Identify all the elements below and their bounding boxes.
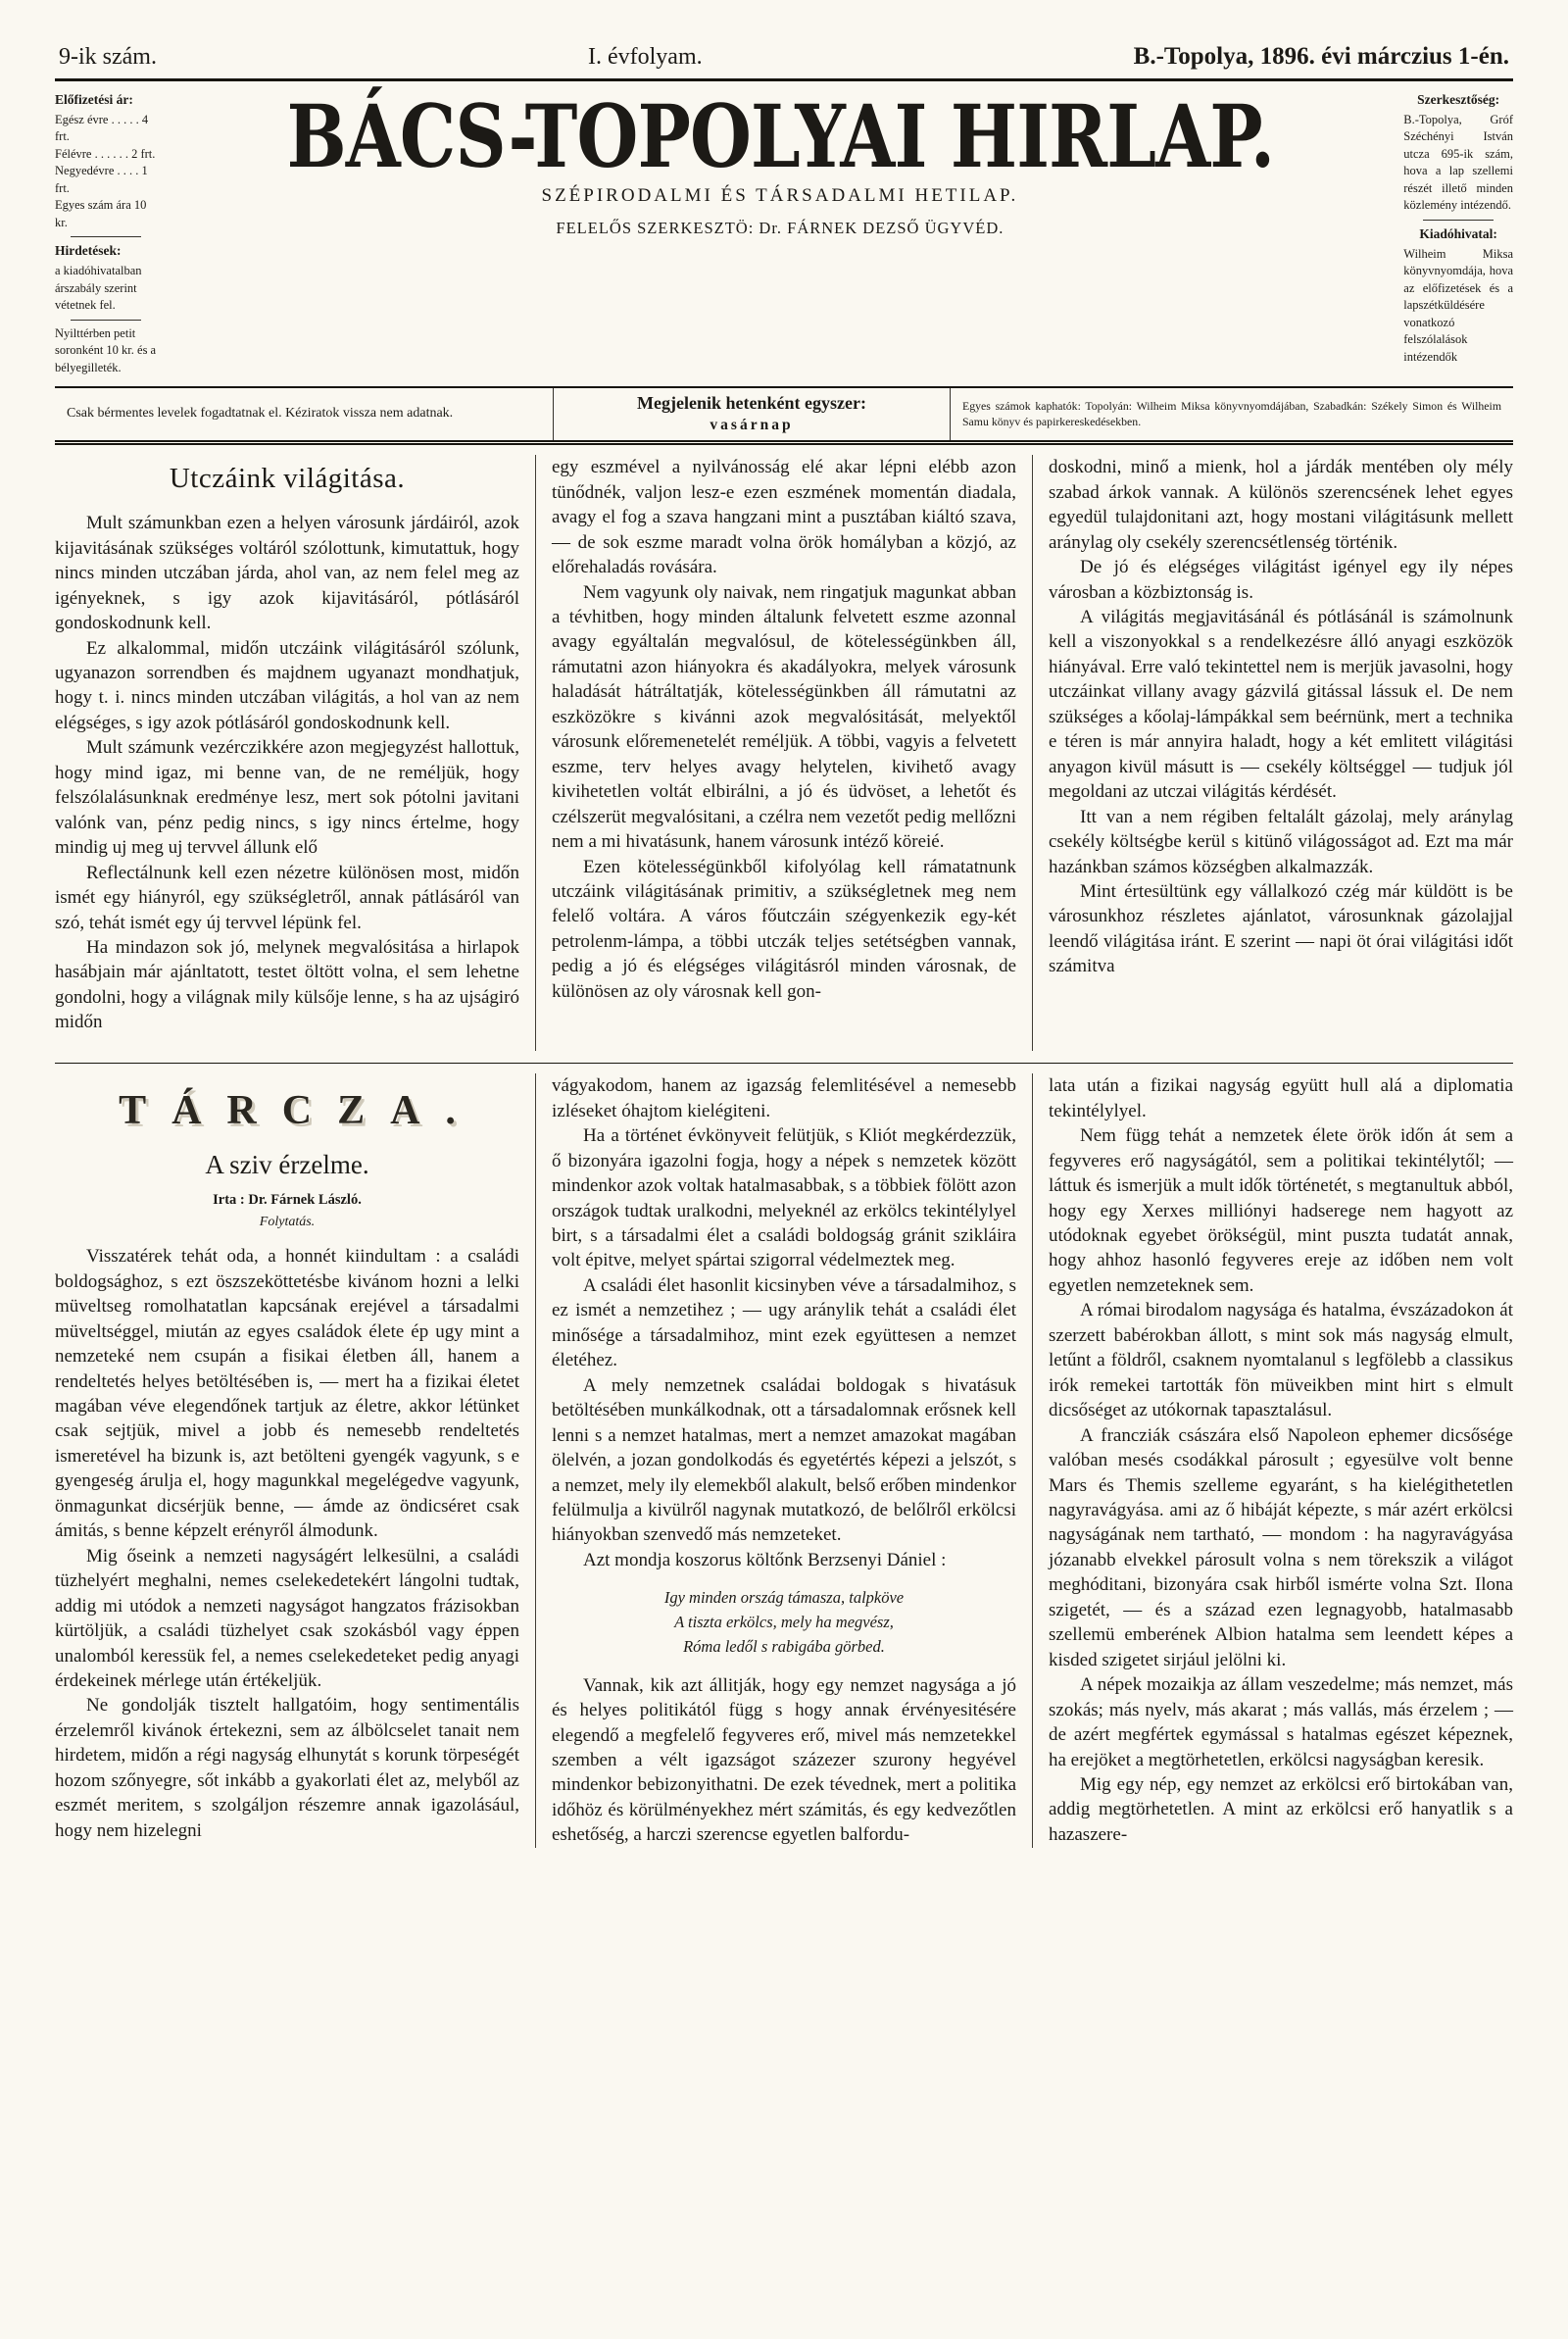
paragraph: Itt van a nem régiben feltalált gázolaj, mely aránylag csekély költségbe kerül s kitünő világosságot ad. Ezt ma már hazánkban számos községben alkalmazzák. (1049, 806, 1513, 877)
divider (71, 236, 141, 237)
paragraph: Róma ledől s rabigába görbed. (683, 1636, 885, 1656)
paragraph: Félévre . . . . . . 2 frt. (55, 146, 156, 161)
volume-label: I. évfolyam. (588, 44, 703, 70)
publisher-office-text: Wilheim Miksa könyvnyomdája, hova az előfizetések és a lapszétküldésére vonatkozó felszólalások intézendők (1403, 246, 1513, 364)
newspaper-title: BÁCS-TOPOLYAI HIRLAP. (286, 85, 1274, 187)
publication-frequency (554, 388, 950, 440)
paragraph: A tiszta erkölcs, mely ha megvész, (674, 1613, 894, 1632)
paragraph: Mult számunk vezérczikkére azon megjegyzést hallottuk, hogy mind igaz, mi benne van, de ne reméljük, hogy felszólalásunknak eredménye lesz, mert sok pótolni javitani valónk van, pénz pedig nincs, s igy nincs értelme, hogy mindig uj meg uj tervvel állunk elő (55, 737, 519, 859)
frequency-line2: vasárnap (710, 417, 794, 434)
single-copy-notice (950, 388, 1513, 440)
single-copy-notice-text: Egyes számok kaphatók: Topolyán: Wilheim Miksa könyvnyomdájában, Szabadkán: Székely Simon és Wilheim Samu könyv és papirkereskedésekben. (962, 398, 1501, 428)
feuilleton-section (55, 1064, 1513, 1847)
paragraph: A családi élet hasonlit kicsinyben véve a társadalmihoz, s ez ismét a nemzetihez ; — ugy aránylik tehát a családi élet minősége a társadalmihoz, mint ezek együttesen a nemzet életéhez. (552, 1274, 1016, 1371)
paragraph: Egyes szám ára 10 kr. (55, 198, 147, 229)
top-dateline-row (55, 43, 1513, 81)
paragraph: Visszatérek tehát oda, a honnét kiindultam : a családi boldogsághoz, s ezt öszszeköttetésbe kivánom hozni a lelki müveltseg romolhatatlan kapcsának erejével a társadalmi müveltséggel, miután az egyes családok élete ép ugy mint a nemzeteké nem csupán a fisikai életben áll, hanem a rendeltetés helyes betöltésében is, — mert ha a fizikai életet magában véve elegendőnek tartjuk az életre, akkor létünket csak sejtjük, mivel a jobb és nemesebb rendeltetés ismeretével ha bizunk is, azt betölteni gyengék vagyunk, s e gyengeség árulja el, hogy magunkkal megelégedve vagyunk, önmagunkat dicsérjük benne, — ámde az öndicséret csak ámitás, s benne képzelt erényről álmodunk. (55, 1246, 519, 1542)
lead-column-1 (55, 455, 519, 1051)
open-column-text (55, 325, 157, 377)
paragraph: doskodni, minő a mienk, hol a járdák mentében oly mély szabad árkok vannak. A különös szerencsének lehet egyes egyedül tulajdonitani azt, hogy mostani világitásunk mellett aránylag oly csekély szerencsétlenség történik. (1049, 457, 1513, 553)
paragraph: Igy minden ország támasza, talpköve (663, 1588, 905, 1608)
paragraph: Negyedévre . . . . 1 frt. (55, 164, 148, 195)
ads-heading: Hirdetések: (55, 243, 122, 259)
manuscript-notice (55, 388, 554, 440)
lead-article-section (55, 445, 1513, 1051)
feuilleton-column-1 (55, 1073, 519, 1847)
issue-number: 9-ik szám. (59, 44, 157, 70)
lead-column-3-text (1049, 455, 1513, 979)
paragraph: egy eszmével a nyilvánosság elé akar lépni elébb azon tünődnék, valjon lesz-e ezen eszmének momentán diadala, avagy el fog a szava hangzani mint a pusztában kiáltó szava, — de sok eszme maradt volna örök homályban a közjó, az előrehaladás rovására. (552, 457, 1016, 578)
frequency-line1: Megjelenik hetenként egyszer: (637, 393, 866, 414)
feuilleton-column-3-text (1049, 1073, 1513, 1847)
paragraph: A népek mozaikja az állam veszedelme; más nemzet, más szokás; más nyelv, más akarat ; más vallás, más érzelem ; — de azért megfértek egymással s hatalmas egészet képeznek, ha erejöket a megtörhetetlen, erkölcsi nagyságban keresik. (1049, 1674, 1513, 1770)
paragraph: Egész évre . . . . . 4 frt. (55, 112, 149, 144)
publisher-office-heading: Kiadóhivatal: (1419, 225, 1497, 241)
lead-column-2-text (552, 455, 1016, 1004)
paragraph: A mely nemzetnek családai boldogak s hivatásuk betöltésében munkálkodnak, ott a társadalomnak erősnek kell lenni s a nemzet hatalmas, mert a nemzet amazokat magában ölelvén, a jozan gondolkodás és egyetértés képezi a jelszót, s a nemzet, mely ily elemekből alakult, belső erőben mindenkor felülmulja a kivülről nagynak mutatkozó, de belőlről erkölcsi hiányokban szenvedő más nemzeteket. (552, 1374, 1016, 1546)
column-divider (535, 455, 536, 1051)
feuilleton-article-title: A sziv érzelme. (205, 1150, 369, 1180)
lead-article-title: Utczáink világitása. (169, 463, 406, 495)
ads-text (55, 263, 157, 315)
paragraph: Mult számunkban ezen a helyen városunk járdáiról, azok kijavitásának szükséges voltáról szólottunk, kimutattuk, hogy nincs minden utczában járda, ahol van, az nem felel meg az igényeknek, s igy azok kijavitásáról, pótlásáról gondoskodnunk kell. (55, 513, 519, 634)
divider (1423, 220, 1494, 221)
paragraph: Nem függ tehát a nemzetek élete örök időn át sem a fegyveres erő nagyságától, sem a politikai tekintélytől; — láttuk és ismerjük a mult idők történetét, s megtanultuk abból, hogy egy Xerxes milliónyi hadserege nem hagyott az utódoknak egyebet örökségül, mint puszta tudatát annak, hogy ahhoz hasonló fegyveres ereje az időben nem volt egyetlen nemzeteknek sem. (1049, 1125, 1513, 1296)
paragraph: Ne gondolják tisztelt hallgatóim, hogy sentimentális érzelemről kivánok értekezni, sem az álbölcselet tanait nem hirdetem, midőn a régi nagyság elhunytát s korunk törpeségét hozom szőnyegre, sőt inkább a gyakorlati élet az, melyből az eszmét meritem, s szolgáljon részemre annak igazolásául, hogy nem hizelegni (55, 1695, 519, 1841)
subscription-rates (55, 112, 157, 232)
paragraph: A francziák császára első Napoleon ephemer dicsősége valóban mesés csodákkal párosult ; egyesülve volt benne Mars és Themis szelleme egyaránt, s ha kielégithetetlen nagyravágyása. ami az ő hibáját képezte, s már azért erkölcsi nagyságának nem tartható, — mondom : ha nagyravágyása józanabb elvekkel párosult volna s nem törekszik a világot meghóditani, bizonyára csak hirből ismérte volna Szt. Ilona szigetét, — és a század ezen legnagyobb, hatalmasabb szellemü emberének Albion hatalma sem leendett képes a kisded szigetet sirjául jelölni ki. (1049, 1424, 1513, 1670)
paragraph: Mig egy nép, egy nemzet az erkölcsi erő birtokában van, addig megtörhetetlen. A mint az erkölcsi erő hanyatlik s a hazaszere- (1049, 1773, 1513, 1845)
subscription-box (55, 91, 157, 376)
paragraph: Azt mondja koszorus költőnk Berzsenyi Dániel : (583, 1549, 947, 1570)
paragraph: Mint értesültünk egy vállalkozó czég már küldött is be városunkhoz részletes ajánlatot, városunknak gázolajjal leendő világitása iránt. E szerint — napi öt órai világitási időt számitva (1049, 880, 1513, 977)
paragraph: Ezen kötelességünkből kifolyólag kell rámatatnunk utczáink világitásának primitiv, a szükségletnek meg nem felelő voltára. A város főutczáin szégyenkezik egy-két petrolenm-lámpa, a többi utczák teljes setétségben vannak, pedig a jó és elégséges világitásról minden városnak, de különösen az oly városnak kell gon- (552, 856, 1016, 1002)
feuilleton-section-title: TÁRCZA. (119, 1088, 481, 1134)
responsible-editor-line: FELELŐS SZERKESZTÖ: Dr. FÁRNEK DEZSŐ ÜGYVÉD. (556, 219, 1004, 237)
column-divider (1032, 455, 1033, 1051)
editorial-office-heading: Szerkesztőség: (1417, 92, 1500, 107)
lead-column-3 (1049, 455, 1513, 1051)
paragraph: A világitás megjavitásánál és pótlásánál is számolnunk kell a viszonyokkal s a rendelkezésre álló anyagi eszközök hiányával. Erre való tekintettel nem is merjük javasolni, hogy utczáinkat villany avagy gázvilá gitással lássuk el. De nem szükséges a kőolaj-lámpákkal sem beérnünk, mert a technika e téren is már annyira haladt, hogy a két emlitett világitási anyagon kivül másutt is — csekély költséggel — tudjuk jól megoldani az utczai világitás kérdését. (1049, 607, 1513, 803)
feuilleton-column-3 (1049, 1073, 1513, 1847)
paragraph: Nem vagyunk oly naivak, nem ringatjuk magunkat abban a tévhitben, hogy minden általunk felvetett eszme azonnal avagy egyáltalán megvalósul, de kötelességünkben áll, rámutatni azon hiányokra és akadályokra, melyek városunk haladását hátráltatják, kötelességünkben áll rámutatni az eszközökre s kivánni azok megvalósitását, melyektől városunk előremenetelét reméljük. A többi, vagyis a felvetett eszme, terv helyes avagy helytelen, kivihető avagy kivihetetlen voltát elbirálni, a jó és üdvöset, a lehetőt és czélszerüt megvalósitani, a czélra nem vezetőt pedig mellőzni nem a mi hivatásunk, hanem városunk intéző köreié. (552, 581, 1016, 853)
column-divider (1032, 1073, 1033, 1847)
paragraph: De jó és elégséges világitást igényel egy ily népes városban a közbiztonság is. (1049, 557, 1513, 603)
paragraph: lata után a fizikai nagyság együtt hull alá a diplomatia tekintélylyel. (1049, 1075, 1513, 1121)
paragraph: Vannak, kik azt állitják, hogy egy nemzet nagysága a jó és helyes politikától függ s hogy annak érvényesitésére elegendő a megfelelő fegyveres erő, mivel más nemzetekkel szemben a vélt igazságot százezer szurony hegyével mindenkor bebizonyithatni. De ezek tévednek, mert a politika időhöz és körülményekhez mért számitás, és egy kedvezőtlen eshetőség, a harczi szerencse egyetlen balfordu- (552, 1674, 1016, 1846)
masthead-center (178, 85, 1383, 376)
lead-column-1-text (55, 511, 519, 1035)
notice-bar (55, 388, 1513, 445)
paragraph: Nyilttérben petit soronként 10 kr. és a bélyegilleték. (55, 325, 157, 374)
paragraph: Ha mindazon sok jó, melynek megvalósitása a hirlapok hasábjain már ajánltatott, testet öltött volna, el sem lehetne gondolni, hogy a világnak mily külsője lenne, s ha az ujságiró midőn (55, 936, 519, 1033)
editorial-office-text: B.-Topolya, Gróf Széchényi István utcza 695-ik szám, hova a lap szellemi részét illető minden közlemény intézendő. (1403, 112, 1513, 213)
paragraph: a kiadóhivatalban árszabály szerint vétetnek fel. (55, 264, 142, 313)
dateline: B.-Topolya, 1896. évi márczius 1-én. (1133, 43, 1509, 70)
feuilleton-column-2-text (552, 1073, 1016, 1847)
masthead (55, 81, 1513, 388)
paragraph: Mig őseink a nemzeti nagyságért lelkesülni, a családi tüzhelyért meghalni, nemes cselekedetekért lángolni tudtak, addig mi utódok a nemzeti nagyságot hangzatos frázisokban kürtöljük, a családi tüzhelyet csak szokásból vagy éppen unalomból keressük fel, a nemes cselekedeteket pedig anyagi érdekeinek mérlege után értékeljük. (55, 1545, 519, 1691)
lead-column-2 (552, 455, 1016, 1051)
newspaper-subtitle: SZÉPIRODALMI ÉS TÁRSADALMI HETILAP. (541, 185, 1019, 206)
feuilleton-byline: Irta : Dr. Fárnek László. (213, 1192, 362, 1209)
feuilleton-column-1-text (55, 1244, 519, 1843)
paragraph: vágyakodom, hanem az igazság felemlitésével a nemesebb izléseket óhajtom kielégiteni. (552, 1075, 1016, 1121)
paragraph: Ha a történet évkönyveit felütjük, s Kliót megkérdezzük, ő bizonyára igazolni fogja, hogy a népek s nemzetek között mindenkor azok voltak hatalmasabbak, s a többiek fölött azon országok tudtak uralkodni, melyeknél az erkölcs tekintélylyel birt, s a társadalmi élet a családi boldogság gránit szikláira volt épitve, melyet spártai szigorral védelmeztek meg. (552, 1125, 1016, 1271)
paragraph: Ez alkalommal, midőn utczáink világitásáról szólunk, ugyanazon sorrendben és majdnem ugyanazt mondhatjuk, hogy t. i. nincs minden utczában világitás, a hol van az nem elégséges, s igy azok pótlásáról gondoskodnunk kell. (55, 637, 519, 733)
subscription-heading: Előfizetési ár: (55, 92, 133, 107)
column-divider (535, 1073, 536, 1847)
feuilleton-column-2 (552, 1073, 1016, 1847)
divider (71, 320, 141, 321)
manuscript-notice-text: Csak bérmentes levelek fogadtatnak el. Kéziratok vissza nem adatnak. (67, 406, 454, 422)
feuilleton-continuation-label: Folytatás. (259, 1215, 316, 1230)
offices-box (1403, 91, 1513, 376)
paragraph: Reflectálnunk kell ezen nézetre különösen most, midőn ismét egy hiányról, egy szükségletről, annak pátlásáról van szó, tehát ismét egy új tervvel lépünk fel. (55, 862, 519, 933)
paragraph: A római birodalom nagysága és hatalma, évszázadokon át szerzett babérokban állott, s mint sok más nagyság elmult, letűnt a földről, csaknem nyomtalanul s legfölebb a classikus irók remekei tartották fön müveikben mint hirt s elmult dicsőséget az utókornak tapasztalásul. (1049, 1300, 1513, 1421)
